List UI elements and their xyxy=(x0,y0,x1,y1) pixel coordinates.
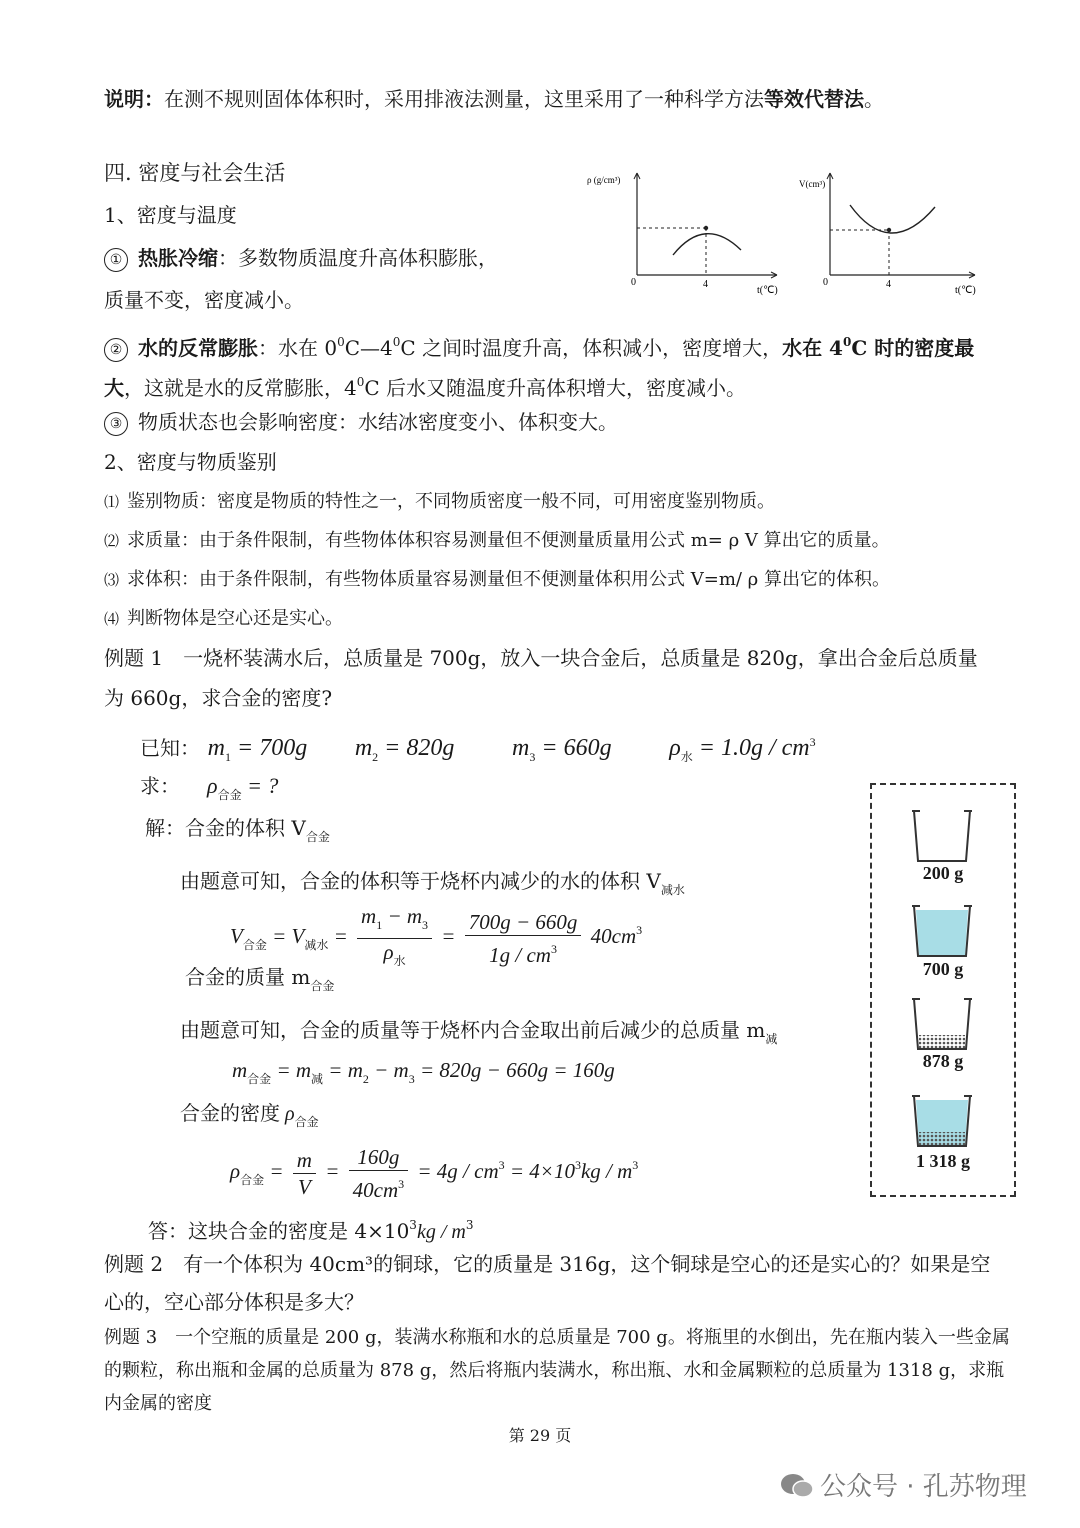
item-1-bold: 热胀冷缩 xyxy=(138,246,218,270)
fraction xyxy=(293,1147,316,1200)
point-number: ⑶ xyxy=(104,571,120,589)
circled-number: ① xyxy=(104,248,128,272)
subscript: 减 xyxy=(765,1032,778,1046)
subscript: 减水 xyxy=(304,938,329,952)
step-4 xyxy=(180,1100,319,1135)
density-curve xyxy=(673,234,741,255)
beaker-diagram xyxy=(870,783,1016,1197)
min-point xyxy=(887,228,891,232)
numerator: 160g xyxy=(349,1144,409,1171)
subscript: 减水 xyxy=(660,883,685,897)
superscript: 3 xyxy=(636,923,643,937)
intro-end: 。 xyxy=(864,87,884,111)
point-number: ⑴ xyxy=(104,493,120,511)
superscript: 0 xyxy=(842,335,852,349)
result-part: = 4×10 xyxy=(504,1159,575,1183)
example-2-line-2: 心的，空心部分体积是多大？ xyxy=(104,1290,364,1314)
item-2-bold: C 时的密度最 xyxy=(851,336,975,360)
max-point xyxy=(704,226,708,230)
intro-label: 说明： xyxy=(104,87,164,111)
beaker-metal-water-icon xyxy=(910,1090,974,1150)
wechat-icon xyxy=(780,1472,814,1500)
origin-label: 0 xyxy=(823,277,828,288)
item-3 xyxy=(104,409,618,436)
superscript: 3 xyxy=(398,1176,405,1191)
x-label: t(℃) xyxy=(955,285,976,296)
item-2-bold: 大 xyxy=(104,376,124,400)
eq-part: = m xyxy=(328,1058,363,1082)
rho-alloy: $\rho_{合金}$ = ? xyxy=(207,773,279,802)
step-3 xyxy=(180,1017,777,1052)
m3-value: 660g xyxy=(563,735,612,761)
density-equation: $\rho_{合金}$ = $\frac{m}{V}$ = $\frac{160g}{40cm^3}$ = $4g / cm^3 = 4\times 10^3kg / m^3$ xyxy=(230,1144,639,1202)
point-4 xyxy=(104,606,343,632)
mass-equation: $m_{合金} = m_减 = m_2 - m_3 = 820g - 660g = 160g$ xyxy=(232,1058,615,1086)
step-2 xyxy=(185,964,334,999)
ask-label: 求： xyxy=(140,774,180,798)
subscript: 减 xyxy=(311,1072,324,1086)
beaker-1-label: 200 g xyxy=(922,863,964,883)
eq-part: = m xyxy=(276,1058,312,1082)
point-1 xyxy=(104,489,775,515)
point-number: ⑵ xyxy=(104,532,120,550)
watermark xyxy=(780,1466,1027,1503)
example-3-line-1: 例题 3 一个空瓶的质量是 200 g，装满水称瓶和水的总质量是 700 g。将瓶里的水倒出，先在瓶内装入一些金属 xyxy=(104,1327,1010,1348)
subheading-identification: 2、密度与物质鉴别 xyxy=(104,450,277,474)
subscript: 2 xyxy=(362,1072,369,1086)
item-2 xyxy=(104,329,974,362)
subscript: 合金 xyxy=(217,788,242,802)
subscript: 合金 xyxy=(310,979,335,993)
beaker-3-label: 878 g xyxy=(922,1051,964,1071)
fraction xyxy=(349,1144,409,1203)
numerator: 700g − 660g xyxy=(465,909,582,936)
subscript: 3 xyxy=(422,917,429,932)
tick-label: 4 xyxy=(703,279,708,290)
subscript: 3 xyxy=(529,750,536,764)
superscript: 3 xyxy=(574,1158,581,1172)
x-label: t(℃) xyxy=(757,285,778,296)
item-3-text: 物质状态也会影响密度：水结冰密度变小、体积变大。 xyxy=(138,410,618,434)
point-text: 判断物体是空心还是实心。 xyxy=(127,608,344,629)
denominator: $\rho_水$ xyxy=(383,939,406,968)
step-3-text: 由题意可知，合金的质量等于烧杯内合金取出前后减少的总质量 m xyxy=(180,1018,766,1042)
subheading-density-temperature: 1、密度与温度 xyxy=(104,203,237,227)
beaker-4-label: 1 318 g xyxy=(916,1151,970,1171)
point-text: 求质量：由于条件限制，有些物体体积容易测量但不便测量质量用公式 m= ρ V 算出它的质量。 xyxy=(127,530,890,551)
denominator xyxy=(349,1171,409,1203)
step-1 xyxy=(180,868,685,903)
ask-value: = ? xyxy=(247,773,279,798)
subscript: 水 xyxy=(393,953,406,968)
intro-bold: 等效代替法 xyxy=(764,87,864,111)
beaker-water-icon xyxy=(910,900,974,960)
origin-label: 0 xyxy=(631,277,636,288)
point-3 xyxy=(104,567,890,593)
example-3-line-2: 的颗粒，称出瓶和金属的总质量为 878 g，然后将瓶内装满水，称出瓶、水和金属颗粒的总质量为 1318 g，求瓶 xyxy=(104,1360,1005,1381)
section-title: 四. 密度与社会生活 xyxy=(104,161,286,185)
point-number: ⑷ xyxy=(104,610,120,628)
numerator: $m_1 - m_3$ xyxy=(357,903,432,939)
subscript: 合金 xyxy=(242,938,267,952)
known-label: 已知： xyxy=(140,736,200,760)
example-2-line-1: 例题 2 有一个体积为 40cm³的铜球，它的质量是 316g，这个铜球是空心的还是实心的？如果是空 xyxy=(104,1252,991,1276)
point-text: 求体积：由于条件限制，有些物体质量容易测量但不便测量体积用公式 V=m/ ρ 算出它的体积。 xyxy=(127,569,890,590)
intro-text: 在测不规则固体体积时，采用排液法测量，这里采用了一种科学方法 xyxy=(164,87,764,111)
step-2-text: 合金的质量 m xyxy=(185,965,311,989)
item-2-continuation xyxy=(104,369,746,401)
solution-line xyxy=(145,815,330,850)
beaker-empty-icon xyxy=(910,805,974,865)
subscript: 合金 xyxy=(305,830,330,844)
superscript: 3 xyxy=(809,735,816,749)
volume-temperature-graph xyxy=(795,165,985,300)
subscript: 1 xyxy=(376,917,383,932)
beaker-2-label: 700 g xyxy=(922,959,964,979)
rho-symbol: ρ xyxy=(280,1103,295,1125)
item-2-text: C 之间时温度升高，体积减小，密度增大， xyxy=(400,336,783,360)
answer-line xyxy=(148,1212,473,1245)
denominator-text: 1g / cm xyxy=(489,942,551,967)
subscript: 水 xyxy=(680,750,693,764)
volume-equation: $V_{合金} = V_{减水}$ = $\frac{m_1 - m_3}{\rho_水}$ = $\frac{700g - 660g}{1g / cm^3}$ $40cm^3$ xyxy=(230,900,642,975)
volume-result: 40cm xyxy=(590,924,637,948)
item-2-text: C 后水又随温度升高体积增大，密度减小。 xyxy=(364,376,747,400)
superscript: 0 xyxy=(337,335,345,349)
item-1-text: ：多数物质温度升高体积膨胀， xyxy=(218,246,498,270)
item-2-text: C—4 xyxy=(344,336,393,360)
intro-line xyxy=(104,86,884,112)
denominator xyxy=(465,936,582,968)
subscript: 合金 xyxy=(240,1173,265,1187)
result-part: = 4g / cm xyxy=(417,1159,499,1183)
beaker-metal-icon xyxy=(910,993,974,1053)
circled-number: ② xyxy=(104,338,128,362)
known-line xyxy=(140,727,816,772)
denominator-text: 40cm xyxy=(352,1177,399,1202)
eq-part: = 820g − 660g = 160g xyxy=(414,1058,615,1082)
result-part: kg / m xyxy=(580,1159,633,1183)
circled-number: ③ xyxy=(104,412,128,436)
answer-unit: kg / m xyxy=(416,1221,466,1243)
subscript: 合金 xyxy=(247,1072,272,1086)
m3: $m_3 = 660g$ xyxy=(512,735,612,764)
point-2 xyxy=(104,528,890,554)
item-1 xyxy=(104,245,498,272)
superscript: 3 xyxy=(632,1158,639,1172)
rho-water-value: 1.0g / cm xyxy=(720,735,810,761)
subscript: 1 xyxy=(224,750,231,764)
superscript: 3 xyxy=(409,1218,417,1232)
example-1-line-1: 例题 1 一烧杯装满水后，总质量是 700g，放入一块合金后，总质量是 820g，拿出合金后总质量 xyxy=(104,646,978,670)
y-label: ρ (g/cm³) xyxy=(587,175,621,185)
item-2-bold: 水的反常膨胀 xyxy=(138,336,258,360)
subscript: 3 xyxy=(408,1072,415,1086)
fraction xyxy=(357,903,432,974)
example-1-line-2: 为 660g，求合金的密度? xyxy=(104,686,333,710)
superscript: 0 xyxy=(356,375,365,389)
volume-curve xyxy=(850,205,935,233)
point-text: 鉴别物质：密度是物质的特性之一，不同物质密度一般不同，可用密度鉴别物质。 xyxy=(127,491,776,512)
answer-text: 答：这块合金的密度是 4×10 xyxy=(148,1219,410,1243)
watermark-text: 公众号 · 孔苏物理 xyxy=(820,1472,1027,1502)
item-1-continuation: 质量不变，密度减小。 xyxy=(104,288,304,312)
item-2-text: ，这就是水的反常膨胀，4 xyxy=(124,376,357,400)
solution-label: 解：合金的体积 V xyxy=(145,816,306,840)
page-number: 第 29 页 xyxy=(508,1426,572,1445)
numerator: m xyxy=(293,1147,316,1174)
m2: $m_2 = 820g$ xyxy=(354,735,455,764)
item-2-bold: 水在 4 xyxy=(782,336,843,360)
rho-water: $\rho_水 = 1.0g / cm^3$ xyxy=(669,735,816,764)
fraction xyxy=(465,909,582,968)
superscript: 3 xyxy=(465,1218,474,1232)
density-temperature-graph xyxy=(585,165,785,300)
m1: $m_1 = 700g$ xyxy=(207,735,308,764)
eq-part: − m xyxy=(368,1058,409,1082)
superscript: 0 xyxy=(392,335,401,349)
subscript: 合金 xyxy=(294,1115,319,1129)
y-label: V(cm³) xyxy=(799,179,826,189)
superscript: 3 xyxy=(498,1158,505,1172)
item-2-text: ：水在 0 xyxy=(258,336,338,360)
tick-label: 4 xyxy=(886,279,891,290)
ask-line xyxy=(140,772,278,809)
m2-value: 820g xyxy=(406,735,455,761)
subscript: 2 xyxy=(372,750,379,764)
superscript: 3 xyxy=(550,941,557,956)
step-4-text: 合金的密度 xyxy=(180,1101,280,1125)
denominator: V xyxy=(297,1174,311,1199)
step-1-text: 由题意可知，合金的体积等于烧杯内减少的水的体积 V xyxy=(180,869,661,893)
example-3-line-3: 内金属的密度 xyxy=(104,1393,212,1414)
m1-value: 700g xyxy=(259,735,308,761)
